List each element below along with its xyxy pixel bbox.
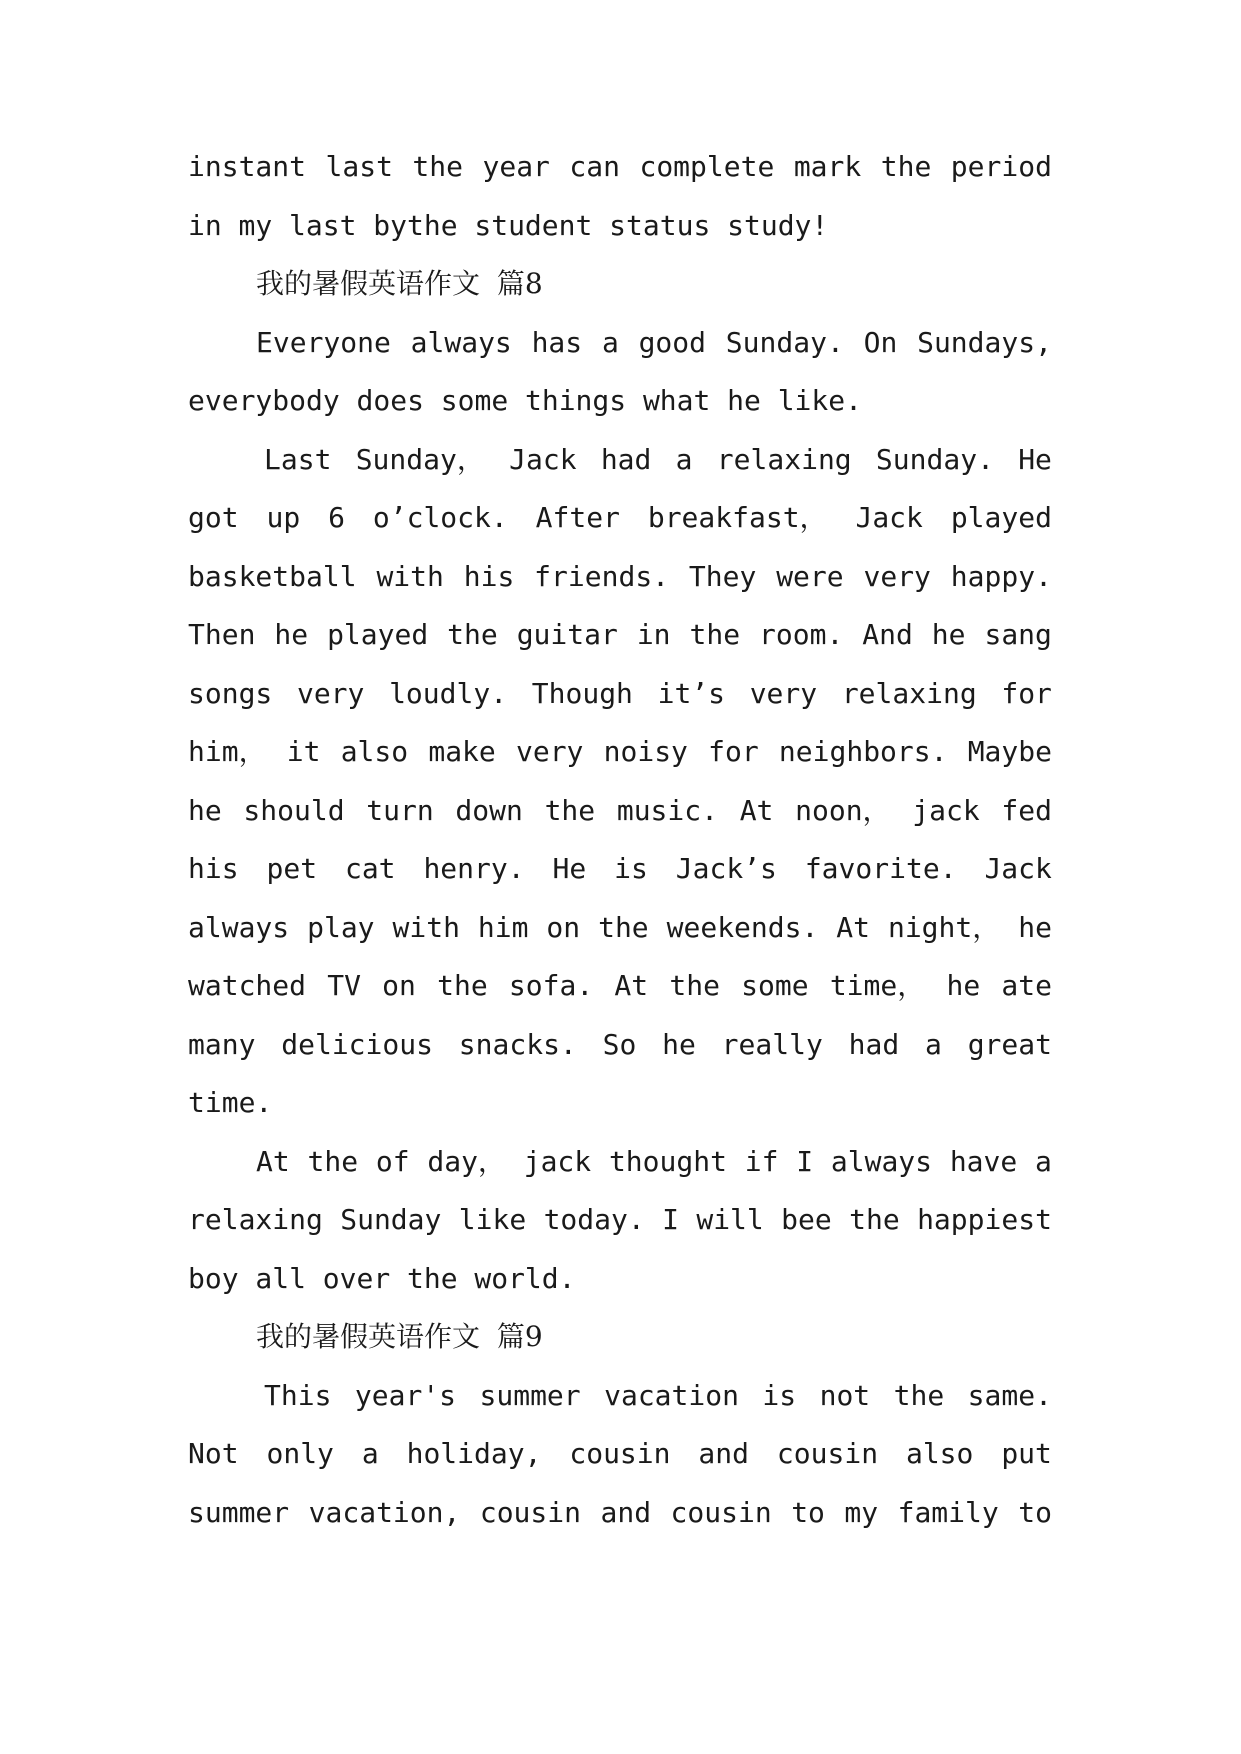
word: I [662,1203,679,1236]
word: for [708,735,759,768]
word: night， [887,910,1001,944]
word: ate [1001,969,1052,1002]
word: vacation [604,1378,739,1412]
word: a [601,325,619,359]
text-line [188,899,1052,958]
word: played [950,501,1052,534]
word: At [256,1144,290,1178]
word: he [931,618,966,651]
word: is [614,852,648,885]
word: he [662,1027,696,1061]
word: has [531,325,583,359]
word: if [744,1144,779,1178]
word: jack [912,793,980,827]
word: make [428,735,496,768]
word: Sunday [340,1203,442,1236]
word: some [440,384,509,417]
section-heading [188,255,1052,314]
word: great [967,1027,1052,1061]
word: At [739,793,774,827]
word: everybody [188,384,340,417]
word: 6 [328,501,345,534]
word: thought [608,1144,727,1178]
word: very [515,735,584,768]
word: study! [727,208,829,242]
word: always [830,1144,933,1178]
text-line [188,138,1052,197]
word: time， [829,969,926,1002]
word: a [925,1027,942,1061]
word: songs [188,676,273,710]
word: o’clock. [372,501,508,534]
word: last [325,150,393,183]
word: put [1001,1437,1052,1470]
word: him [477,910,529,944]
word: he [1018,910,1052,944]
word: the [880,150,932,183]
word: up [266,501,301,534]
word: also [340,735,409,768]
word: should [243,793,345,827]
word: relaxing [188,1203,323,1236]
word: room. [759,618,844,651]
word: holiday, [406,1437,542,1470]
word: jack [523,1144,592,1178]
word: with [392,910,460,944]
word: is [762,1378,797,1412]
word: mark [793,150,862,183]
word: loudly. [389,676,508,710]
word: really [721,1027,823,1061]
word: cat [344,852,396,885]
text-line [188,957,1052,1016]
word: to [791,1495,825,1529]
word: to [1018,1495,1052,1529]
word: cousin [479,1495,581,1529]
word: Sundays, [917,325,1052,359]
word: and [698,1437,749,1470]
word: Though [531,676,633,710]
word: period [950,150,1052,183]
word: on [546,910,581,944]
word: pet [266,852,318,885]
word: instant [188,150,307,183]
text-line [188,489,1052,548]
word: will [696,1203,764,1236]
word: sang [984,618,1052,651]
word: a [361,1437,379,1470]
word: Jack [984,852,1052,885]
word: relaxing [716,442,852,476]
word: Jack’s [675,852,777,885]
word: played [327,618,429,651]
text-line [188,1016,1052,1075]
word: status [609,208,711,242]
word: fed [1001,793,1052,827]
word: noisy [603,735,688,768]
word: At [836,910,871,944]
word: always [188,910,290,944]
word: his [463,559,515,593]
text-line [188,723,1052,782]
word: him， [188,735,267,768]
word: the [412,150,463,183]
word: the [849,1203,900,1236]
word: my [238,208,273,242]
word: Maybe [967,735,1052,768]
word: day， [427,1144,506,1178]
word: happy. [950,559,1052,593]
word: have [949,1144,1018,1178]
document-body [188,138,1052,1542]
word: After [535,501,620,534]
word: relaxing [841,676,977,710]
word: play [307,910,375,944]
word: complete [639,150,775,183]
word: not [819,1378,871,1412]
word: today. [543,1203,645,1236]
word: very [296,676,365,710]
text-line [188,1250,1052,1309]
word: 篇9 [496,1320,543,1353]
word: he [727,384,761,417]
word: This [264,1378,332,1412]
word: I [796,1144,814,1178]
word: over [322,1261,391,1295]
word: Last [264,442,332,476]
word: same. [967,1378,1052,1412]
word: good [638,325,707,359]
word: the [437,969,488,1002]
word: very [863,559,931,593]
word: world. [474,1261,576,1295]
word: favorite. [804,852,957,885]
word: weekends. [666,910,819,944]
word: got [188,501,239,534]
word: sofa. [508,969,594,1002]
word: bythe [373,208,458,242]
word: Sunday. [875,442,994,476]
word: in [636,618,671,651]
word: always [410,325,512,359]
word: 我的暑假英语作文 [256,1320,481,1353]
word: were [776,559,844,593]
word: Then [188,618,256,651]
word: with [376,559,444,593]
word: watched [188,969,307,1002]
word: his [188,852,239,885]
word: happiest [917,1203,1052,1236]
word: for [1001,676,1052,710]
word: music. [616,793,718,827]
text-line [188,372,1052,431]
word: He [1018,442,1052,476]
text-line [188,1074,1052,1133]
text-line [188,840,1052,899]
word: henry. [423,852,525,885]
word: TV [327,969,361,1002]
text-line [188,1133,1052,1192]
word: neighbors. [778,735,948,768]
word: in [188,208,222,242]
word: can [569,150,620,183]
word: on [382,969,416,1002]
word: snacks. [458,1027,577,1061]
text-line [188,314,1052,373]
word: year [482,150,550,183]
word: delicious [281,1027,433,1061]
word: Sunday. [725,325,844,359]
word: Jack [509,442,577,476]
word: basketball [188,559,357,593]
text-line [188,1484,1052,1543]
text-line [188,782,1052,841]
text-line [188,1367,1052,1426]
word: some [741,969,809,1002]
word: the [406,1261,458,1295]
word: Everyone [256,325,391,359]
word: bee [781,1203,832,1236]
word: like [458,1203,527,1236]
word: and [600,1495,652,1529]
word: things [524,384,627,417]
word: he [274,618,309,651]
word: summer [479,1378,581,1412]
word: down [455,793,523,827]
word: Sunday， [355,442,485,476]
word: They [688,559,757,593]
word: like. [777,384,862,417]
word: cousin [776,1437,879,1470]
word: boy [188,1261,239,1295]
word: guitar [516,618,618,651]
word: he [946,969,981,1002]
word: student [474,208,593,242]
word: year's [354,1378,457,1412]
text-line [188,606,1052,665]
word: noon， [795,793,891,827]
word: And [862,618,913,651]
section-heading [188,1308,1052,1367]
word: had [600,442,652,476]
word: So [602,1027,637,1061]
word: Jack [855,501,923,534]
word: friends. [534,559,670,593]
word: He [552,852,587,885]
word: does [356,384,424,417]
word: many [188,1027,256,1061]
word: the [893,1378,945,1412]
word: 我的暑假英语作文 [256,267,481,300]
word: had [848,1027,900,1061]
word: also [905,1437,974,1470]
word: 篇8 [496,267,543,300]
text-line [188,665,1052,724]
text-line [188,1425,1052,1484]
word: my [844,1495,879,1529]
word: the [669,969,720,1002]
word: the [307,1144,359,1178]
word: cousin [670,1495,772,1529]
word: very [749,676,818,710]
word: time. [188,1086,273,1119]
word: only [266,1437,334,1470]
word: summer [188,1495,290,1529]
word: At [614,969,649,1002]
word: Not [188,1437,239,1470]
word: what [642,384,711,417]
text-line [188,431,1052,490]
word: breakfast， [647,501,828,534]
word: turn [366,793,434,827]
word: last [289,208,357,242]
word: On [863,325,898,359]
word: of [375,1144,410,1178]
word: a [1035,1144,1052,1178]
word: the [544,793,596,827]
word: vacation, [308,1495,461,1529]
word: it’s [657,676,726,710]
word: cousin [569,1437,671,1470]
word: a [675,442,693,476]
text-line [188,1191,1052,1250]
word: the [598,910,649,944]
word: he [188,793,222,827]
word: the [447,618,498,651]
text-line [188,548,1052,607]
word: the [689,618,741,651]
word: all [255,1261,306,1295]
text-line [188,197,1052,256]
word: it [286,735,321,768]
word: family [897,1495,999,1529]
